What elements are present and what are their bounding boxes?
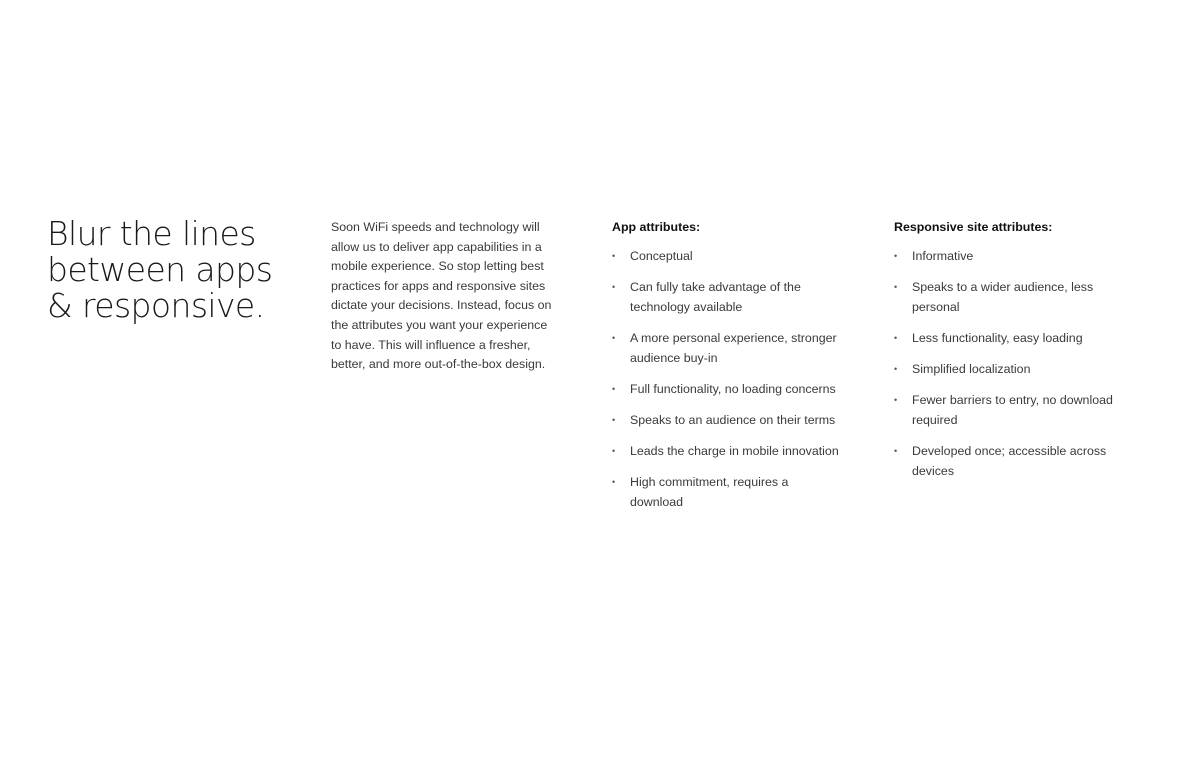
list-item-text: Speaks to a wider audience, less personal — [912, 280, 1094, 314]
list-item — [894, 360, 1124, 380]
list-item — [612, 247, 842, 267]
headline-line: & responsive. — [47, 286, 265, 325]
list-item-text: Informative — [912, 249, 974, 263]
intro-paragraph: Soon WiFi speeds and technology will allow us to deliver app capabilities in a mobile experience. So stop letting best practices for apps and responsive sites dictate your decisions. Instead, focus on the attributes you want your experience to have. This will influence a fresher, better, and more out-of-the-box design. — [331, 220, 552, 372]
bullet-icon: • — [612, 383, 616, 394]
bullet-icon: • — [612, 282, 616, 293]
bullet-icon: • — [894, 395, 898, 406]
bullet-icon: • — [894, 446, 898, 457]
list-item — [894, 391, 1124, 430]
site-attributes-list — [894, 247, 1124, 481]
list-item-text: Developed once; accessible across devices — [912, 444, 1107, 478]
headline-line: between apps — [47, 250, 273, 289]
headline-line: Blur the lines — [47, 214, 256, 253]
list-item-text: Less functionality, easy loading — [912, 330, 1083, 345]
list-item — [612, 329, 842, 368]
bullet-icon: • — [612, 446, 616, 457]
list-item — [612, 473, 842, 512]
list-item-text: A more personal experience, stronger audience buy-in — [630, 330, 837, 365]
bullet-icon: • — [612, 477, 616, 488]
app-attributes-title: App attributes: — [612, 220, 701, 234]
list-item — [894, 247, 1124, 267]
bullet-icon: • — [894, 364, 898, 375]
list-item-text: Speaks to an audience on their terms — [630, 412, 836, 427]
list-item — [894, 278, 1124, 317]
bullet-icon: • — [894, 282, 898, 293]
headline — [47, 216, 287, 324]
bullet-icon: • — [894, 332, 898, 343]
list-item — [612, 278, 842, 317]
list-item-text: Simplified localization — [912, 362, 1031, 377]
list-item-text: Can fully take advantage of the technology available — [630, 280, 801, 314]
list-item-text: Fewer barriers to entry, no download required — [912, 393, 1113, 427]
site-attributes-title: Responsive site attributes: — [894, 220, 1053, 234]
list-item-text: High commitment, requires a download — [630, 475, 789, 509]
app-attributes-list — [612, 247, 842, 513]
app-attributes-column — [612, 218, 842, 524]
list-item — [894, 442, 1124, 481]
list-item — [612, 411, 842, 431]
list-item-text: Leads the charge in mobile innovation — [630, 444, 839, 459]
list-item — [894, 329, 1124, 349]
site-attributes-column — [894, 218, 1124, 493]
list-item — [612, 442, 842, 462]
list-item-text: Full functionality, no loading concerns — [630, 381, 836, 396]
bullet-icon: • — [894, 251, 898, 261]
bullet-icon: • — [612, 332, 616, 343]
list-item-text: Conceptual — [630, 249, 693, 263]
bullet-icon: • — [612, 414, 616, 425]
list-item — [612, 380, 842, 400]
bullet-icon: • — [612, 251, 616, 261]
